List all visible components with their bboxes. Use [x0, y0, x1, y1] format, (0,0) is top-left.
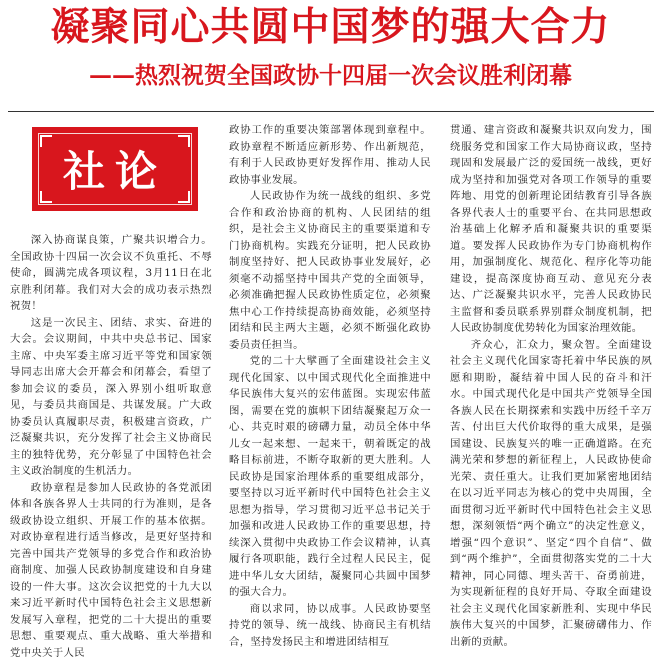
article-column-3 [450, 122, 652, 662]
article-column-2 [229, 122, 431, 662]
badge-label: 社论 [62, 147, 167, 196]
paragraph: 贯通、建言资政和凝聚共识双向发力，围绕服务党和国家工作大局协商议政，坚持现固和发展最广泛的爱国统一战线，更好成为坚持和加强党对各项工作领导的重要阵地、用党的创新理论团结教育引导各族各界代表人士的重要平台、在共同思想政治基础上化解矛盾和凝聚共识的重要渠道。要发挥人民政协作为专门协商机构作用，加强制度化、规范化、程序化等功能建设，提高深度协商互动、意见充分表达、广泛凝聚共识水平，完善人民政协民主监督和委员联系界别群众制度机制，把人民政协制度优势转化为国家治理效能。 [450, 124, 652, 334]
paragraph: 政协章程是参加人民政协的各党派团体和各族各界人士共同的行为准则，是各级政协设立组织、开展工作的基本依据。对政协章程进行适当修改，是更好坚持和完善中国共产党领导的多党合作和政治协商制度、加强人民政协制度建设和自身建设的一件大事。这次会议把党的十九大以来习近平新时代中国特色社会主义思想新发展写入章程，把党的二十大提出的重要思想、重要观点、重大战略、重大举措和党中央关于人民 [10, 481, 212, 659]
headline: 凝聚同心共圆中国梦的强大合力 [50, 5, 611, 50]
article-column-1 [10, 232, 212, 662]
paragraph: 党的二十大擘画了全面建设社会主义现代化国家、以中国式现代化全面推进中华民族伟大复兴的宏伟蓝图。实现宏伟蓝图，需要在党的旗帜下团结凝聚起万众一心、共克时艰的磅礴力量，动员全体中华儿女一起来想、一起来干，朝着既定的战略目标前进，不断夺取新的更大胜利。人民政协是国家治理体系的重要组成部分，要坚持以习近平新时代中国特色社会主义思想为指导，学习贯彻习近平总书记关于加强和改进人民政协工作的重要思想，持续深入贯彻中央政协工作会议精神，认真履行各项职能，践行全过程人民民主，促进中华儿女大团结，凝聚同心共圆中国梦的强大合力。 [229, 355, 431, 598]
header-divider [8, 111, 654, 112]
paragraph: 商以求同，协以成事。人民政协要坚持党的领导、统一战线、协商民主有机结合，坚持发扬民主和增进团结相互 [229, 602, 431, 648]
paragraph: 深入协商谋良策，广聚共识增合力。全国政协十四届一次会议不负重托、不辱使命，圆满完成各项议程，3月11日在北京胜利闭幕。我们对大会的成功表示热烈祝贺！ [10, 234, 212, 312]
paragraph: 齐众心，汇众力，聚众智。全面建设社会主义现代化国家寄托着中华民族的夙愿和期盼，凝结着中国人民的奋斗和汗水。中国式现代化是中国共产党领导全国各族人民在长期探索和实践中历经千辛万苦、付出巨大代价取得的重大成果，是强国建设、民族复兴的唯一正确道路。在充满光荣和梦想的新征程上，人民政协使命光荣、责任重大。让我们更加紧密地团结在以习近平同志为核心的党中央周围，全面贯彻习近平新时代中国特色社会主义思想，深刻领悟“两个确立”的决定性意义，增强“四个意识”、坚定“四个自信”、做到“两个维护”，全面贯彻落实党的二十大精神，同心同德、埋头苦干、奋勇前进，为实现新征程的良好开局、夺取全面建设社会主义现代化国家新胜利、实现中华民族伟大复兴的中国梦，汇聚磅礴伟力、作出新的贡献。 [450, 338, 652, 648]
editorial-badge [32, 127, 198, 211]
paragraph: 这是一次民主、团结、求实、奋进的大会。会议期间，中共中央总书记、国家主席、中央军委主席习近平等党和国家领导同志出席大会开幕会和闭幕会，看望了参加会议的委员，深入界别小组听取意见，与委员共商国是、共谋发展。广大政协委员认真履职尽责，积极建言资政，广泛凝聚共识，充分发挥了社会主义协商民主的独特优势，充分彰显了中国特色社会主义政治制度的生机活力。 [10, 316, 212, 477]
subheadline: ——热烈祝贺全国政协十四届一次会议胜利闭幕 [89, 62, 572, 89]
paragraph: 政协工作的重要决策部署体现到章程中。政协章程不断适应新形势、作出新规范，有利于人民政协更好发挥作用、推动人民政协事业发展。 [229, 124, 431, 186]
paragraph: 人民政协作为统一战线的组织、多党合作和政治协商的机构、人民团结的组织，是社会主义协商民主的重要渠道和专门协商机构。实践充分证明，把人民政协制度坚持好、把人民政协事业发展好，必须毫不动摇坚持中国共产党的全面领导，必须准确把握人民政协性质定位，必须聚焦中心工作持续提高协商效能，必须坚持团结和民主两大主题，必须不断强化政协委员责任担当。 [229, 190, 431, 351]
